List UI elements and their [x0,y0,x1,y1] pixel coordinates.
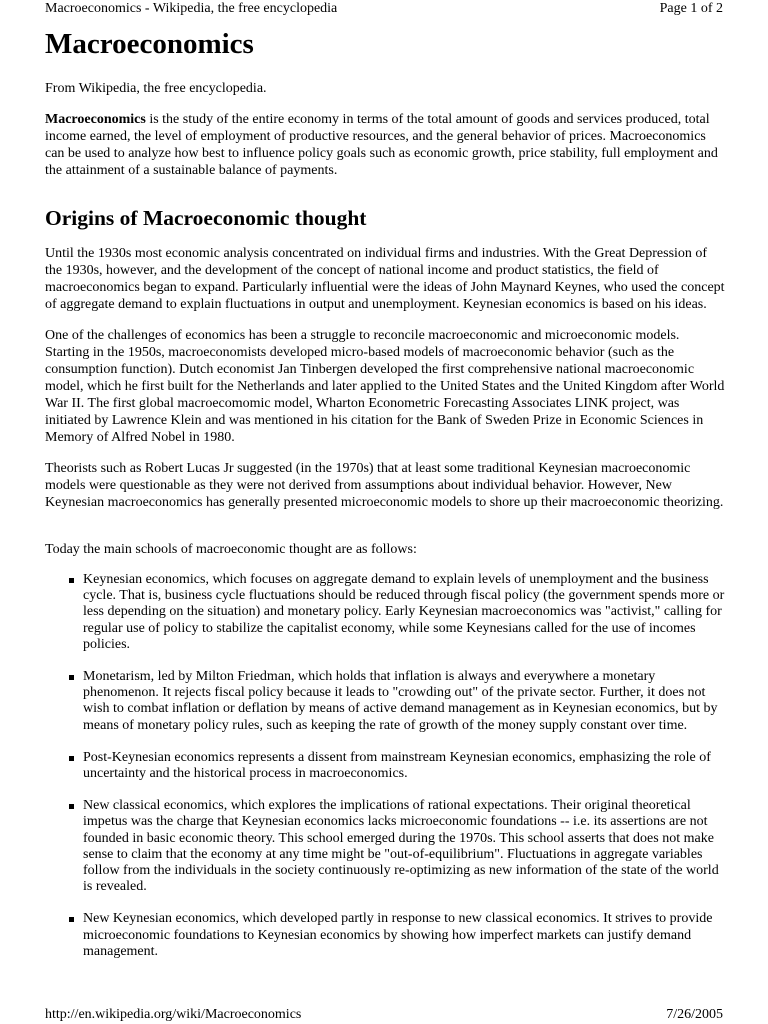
bullet-icon [69,917,74,922]
header-title: Macroeconomics - Wikipedia, the free encyclopedia [45,1,338,16]
print-header [45,0,723,18]
list-item-text: Monetarism, led by Milton Friedman, which holds that inflation is always and everywhere a monetary phenomenon. It rejects fiscal policy because it leads to "crowding out" of the private sector. Further, it does not wish to combat inflation or deflation by means of active demand management as in Keynesian economics, but by means of monetary policy rules, such as keeping the rate of growth of the money supply constant over time. [83,669,718,733]
page-number: Page 1 of 2 [659,1,723,16]
paragraph: Theorists such as Robert Lucas Jr suggested (in the 1970s) that at least some traditional Keynesian macroeconomic models were questionable as they were not derived from assumptions about individual behavior. However, New Keynesian macroeconomics has generally presented microeconomic models to shore up their macroeconomic theorizing. [45,461,724,510]
list-item [45,911,725,960]
paragraph: Today the main schools of macroeconomic thought are as follows: [45,542,417,557]
list-item-text: New Keynesian economics, which developed partly in response to new classical economics. It strives to provide microeconomic foundations to Keynesian economics by showing how imperfect markets can justify demand management. [83,911,713,959]
bullet-icon [69,675,74,680]
intro-paragraph [45,111,725,179]
list-item [45,750,725,782]
list-item [45,798,725,895]
bullet-icon [69,578,74,583]
intro-term: Macroeconomics [45,112,146,127]
list-item [45,572,725,653]
list-item-text: Post-Keynesian economics represents a dissent from mainstream Keynesian economics, emphasizing the role of uncertainty and the historical process in macroeconomics. [83,749,711,782]
bullet-icon [69,756,74,761]
print-footer [45,1006,723,1024]
paragraph: One of the challenges of economics has been a struggle to reconcile macroeconomic and microeconomic models. Starting in the 1950s, macroeconomists developed micro-based models of macroeconomic behavior (such as the consumption function). Dutch economist Jan Tinbergen developed the first comprehensive national macroeconomic model, which he first built for the Netherlands and later applied to the United States and the United Kingdom after World War II. The first global macroecomomic model, Wharton Econometric Forecasting Associates LINK project, was initiated by Lawrence Klein and was mentioned in his citation for the Bank of Sweden Prize in Economic Sciences in Memory of Alfred Nobel in 1980. [45,328,725,445]
article-body [45,26,725,976]
page-title: Macroeconomics [45,28,254,60]
schools-list [45,572,725,960]
list-item-text: Keynesian economics, which focuses on aggregate demand to explain levels of unemployment and the business cycle. That is, business cycle fluctuations should be reduced through fiscal policy (the government spends more or less depending on the situation) and monetary policy. Early Keynesian macroeconomics was "activist," calling for regular use of policy to stabilize the capitalist economy, while some Keynesians called for the use of incomes policies. [83,572,725,652]
bullet-icon [69,804,74,809]
list-item [45,669,725,734]
section-heading: Origins of Macroeconomic thought [45,206,367,230]
intro-text: is the study of the entire economy in terms of the total amount of goods and services produced, total income earned, the level of employment of productive resources, and the general behavior of prices. Macroeconomics can be used to analyze how best to influence policy goals such as economic growth, price stability, full employment and the attainment of a sustainable balance of payments. [45,112,718,178]
footer-url[interactable]: http://en.wikipedia.org/wiki/Macroeconomics [45,1007,302,1022]
from-line: From Wikipedia, the free encyclopedia. [45,81,267,96]
list-item-text: New classical economics, which explores the implications of rational expectations. Their original theoretical impetus was the charge that Keynesian economics lacks microeconomic foundations -- i.e. its assertions are not founded in basic economic theory. This school emerged during the 1970s. This school asserts that does not make sense to claim that the economy at any time might be "out-of-equilibrium". Fluctuations in aggregate variables follow from the individuals in the society continuously re-optimizing as new information of the state of the world is revealed. [83,798,719,895]
paragraph: Until the 1930s most economic analysis concentrated on individual firms and industries. With the Great Depression of the 1930s, however, and the development of the concept of national income and product statistics, the field of macroeconomics began to expand. Particularly influential were the ideas of John Maynard Keynes, who used the concept of aggregate demand to explain fluctuations in output and unemployment. Keynesian economics is based on his ideas. [45,246,725,312]
footer-date: 7/26/2005 [666,1007,723,1022]
